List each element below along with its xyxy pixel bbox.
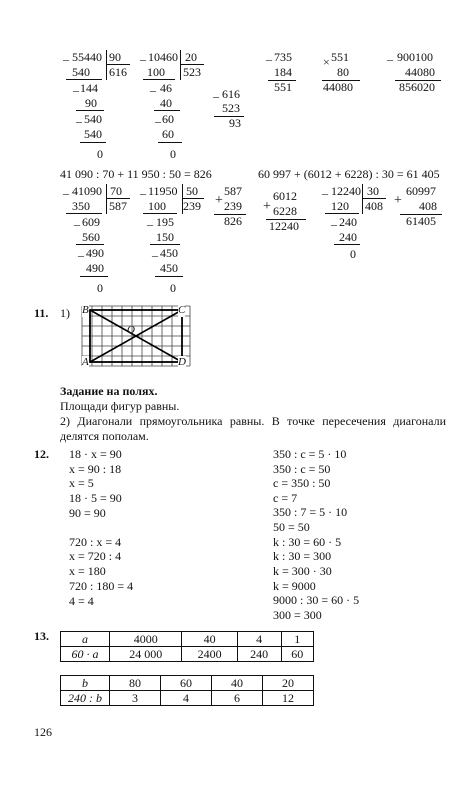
equation-line: 18 · x = 90 bbox=[69, 447, 122, 461]
minus-sign: _ bbox=[331, 213, 337, 227]
table-row bbox=[61, 691, 314, 706]
step-line bbox=[158, 142, 182, 143]
equation-line: k : 30 = 60 · 5 bbox=[273, 535, 342, 549]
minus-sign: _ bbox=[63, 48, 69, 62]
operand: 587 bbox=[224, 184, 242, 198]
table-cell: 6 bbox=[212, 691, 263, 706]
division-bar bbox=[106, 50, 107, 80]
step: 0 bbox=[170, 147, 176, 161]
table-cell: 4 bbox=[161, 691, 212, 706]
result: 856020 bbox=[399, 80, 435, 94]
divisor: 50 bbox=[186, 184, 198, 198]
equation-line: k = 9000 bbox=[273, 579, 316, 593]
equation-line: x = 720 : 4 bbox=[69, 549, 122, 563]
equation-line: x = 180 bbox=[69, 564, 106, 578]
dividend: 41090 bbox=[72, 184, 102, 198]
task-number-11: 11. bbox=[34, 306, 49, 320]
divisor: 30 bbox=[367, 184, 379, 198]
equation-line: 9000 : 30 = 60 · 5 bbox=[273, 593, 360, 607]
step-line bbox=[80, 142, 106, 143]
minus-sign: _ bbox=[387, 48, 393, 62]
equation-line: 50 = 50 bbox=[273, 520, 310, 534]
operand: 408 bbox=[419, 199, 437, 213]
step: 60 bbox=[162, 112, 174, 126]
table-cell: 60 bbox=[161, 676, 212, 691]
table-cell: 20 bbox=[263, 676, 314, 691]
page-number: 126 bbox=[34, 725, 52, 739]
task-number-13: 13. bbox=[34, 629, 49, 643]
minus-sign: _ bbox=[76, 110, 82, 124]
step: 40 bbox=[160, 96, 172, 110]
expression-1: 41 090 : 70 + 11 950 : 50 = 826 bbox=[60, 167, 212, 181]
division-line bbox=[106, 198, 130, 199]
division-bar bbox=[182, 184, 183, 214]
table-header-cell: 240 : b bbox=[61, 691, 110, 706]
step: 0 bbox=[97, 281, 103, 295]
divisor: 70 bbox=[110, 184, 122, 198]
operand: 551 bbox=[331, 50, 349, 64]
divisor: 90 bbox=[109, 50, 121, 64]
step: 150 bbox=[156, 230, 174, 244]
step: 0 bbox=[170, 281, 176, 295]
equation-line: 350 : c = 5 · 10 bbox=[273, 447, 347, 461]
operand: 523 bbox=[222, 101, 240, 115]
step-line bbox=[80, 276, 108, 277]
plus-sign: + bbox=[263, 199, 271, 214]
operand: 184 bbox=[274, 65, 292, 79]
step: 540 bbox=[72, 65, 90, 79]
table-header-cell: a bbox=[61, 632, 110, 647]
vertex-label-b: B bbox=[82, 304, 89, 316]
step: 0 bbox=[97, 147, 103, 161]
quotient: 239 bbox=[183, 199, 201, 213]
equation-line: 720 : 180 = 4 bbox=[69, 579, 134, 593]
division-line bbox=[362, 198, 386, 199]
rectangle-diagonals-figure bbox=[80, 304, 192, 368]
step: 540 bbox=[84, 127, 102, 141]
step: 60 bbox=[162, 127, 174, 141]
answer-2: 2) Диагонали прямоугольника равны. В точке пересечения диагонали делятся пополам. bbox=[60, 414, 446, 443]
equation-line: 350 : c = 50 bbox=[273, 462, 331, 476]
division-bar bbox=[362, 184, 363, 214]
equation-line: x = 5 bbox=[69, 476, 94, 490]
margin-task-answer: Площади фигур равны. bbox=[60, 399, 180, 413]
vertex-label-d: D bbox=[178, 356, 186, 368]
step: 490 bbox=[86, 246, 104, 260]
minus-sign: _ bbox=[63, 182, 69, 196]
table-cell: 80 bbox=[110, 676, 161, 691]
table-cell: 240 bbox=[237, 647, 281, 662]
step: 450 bbox=[160, 261, 178, 275]
operand: 6228 bbox=[273, 204, 297, 218]
table-cell: 4000 bbox=[110, 632, 182, 647]
dividend: 12240 bbox=[331, 184, 361, 198]
task-number-12: 12. bbox=[34, 447, 49, 461]
margin-task-title: Задание на полях. bbox=[60, 384, 158, 398]
step-line bbox=[155, 276, 183, 277]
equation-line: k : 30 = 300 bbox=[273, 549, 332, 563]
result: 826 bbox=[224, 214, 242, 228]
step-line bbox=[66, 213, 102, 214]
step: 100 bbox=[147, 65, 165, 79]
table-row bbox=[61, 676, 314, 691]
equation-line: 350 : 7 = 5 · 10 bbox=[273, 505, 348, 519]
equation-line: 300 = 300 bbox=[273, 608, 322, 622]
dividend: 55440 bbox=[72, 50, 102, 64]
table-60a bbox=[60, 631, 314, 662]
operand: 239 bbox=[224, 199, 242, 213]
result: 551 bbox=[274, 80, 292, 94]
minus-sign: _ bbox=[152, 244, 158, 258]
operand: 44080 bbox=[405, 65, 435, 79]
step: 90 bbox=[85, 96, 97, 110]
result: 93 bbox=[229, 116, 241, 130]
quotient: 523 bbox=[183, 65, 201, 79]
equation-line: 90 = 90 bbox=[69, 506, 106, 520]
quotient: 408 bbox=[365, 199, 383, 213]
step: 195 bbox=[156, 215, 174, 229]
division-bar bbox=[180, 50, 181, 80]
step: 240 bbox=[339, 230, 357, 244]
step: 46 bbox=[160, 81, 172, 95]
step: 490 bbox=[86, 261, 104, 275]
equation-line: k = 300 · 30 bbox=[273, 564, 332, 578]
step: 100 bbox=[148, 199, 166, 213]
quotient: 616 bbox=[109, 65, 127, 79]
table-cell: 4 bbox=[237, 632, 281, 647]
vertex-label-a: A bbox=[82, 356, 89, 368]
table-cell: 1 bbox=[281, 632, 313, 647]
division-bar bbox=[106, 184, 107, 214]
equation-line: 4 = 4 bbox=[69, 594, 94, 608]
step: 560 bbox=[82, 230, 100, 244]
table-cell: 40 bbox=[182, 632, 237, 647]
expression-2: 60 997 + (6012 + 6228) : 30 = 61 405 bbox=[258, 167, 440, 181]
step: 540 bbox=[84, 112, 102, 126]
step: 0 bbox=[350, 247, 356, 261]
step: 350 bbox=[72, 199, 90, 213]
result: 61405 bbox=[406, 214, 436, 228]
minus-sign: _ bbox=[140, 48, 146, 62]
step: 144 bbox=[80, 81, 98, 95]
minus-sign: _ bbox=[150, 79, 156, 93]
minus-sign: _ bbox=[140, 182, 146, 196]
table-cell: 24 000 bbox=[110, 647, 182, 662]
division-line bbox=[180, 64, 204, 65]
operand: 80 bbox=[337, 65, 349, 79]
plus-sign: + bbox=[394, 193, 402, 208]
table-240b bbox=[60, 675, 314, 706]
equation-line: c = 350 : 50 bbox=[273, 476, 331, 490]
step-line bbox=[143, 79, 175, 80]
step: 609 bbox=[82, 215, 100, 229]
minus-sign: _ bbox=[74, 213, 80, 227]
table-row bbox=[61, 647, 314, 662]
minus-sign: _ bbox=[155, 110, 161, 124]
step: 450 bbox=[160, 246, 178, 260]
dividend: 10460 bbox=[148, 50, 178, 64]
operand: 60997 bbox=[406, 184, 436, 198]
operand: 616 bbox=[222, 87, 240, 101]
result: 44080 bbox=[323, 80, 353, 94]
equation-line: 720 : x = 4 bbox=[69, 535, 122, 549]
minus-sign: _ bbox=[73, 79, 79, 93]
operand: 6012 bbox=[273, 189, 297, 203]
table-cell: 3 bbox=[110, 691, 161, 706]
vertex-label-c: C bbox=[178, 304, 186, 316]
step: 240 bbox=[339, 215, 357, 229]
table-header-cell: 60 · a bbox=[61, 647, 110, 662]
operand: 900100 bbox=[397, 50, 433, 64]
step-line bbox=[334, 244, 360, 245]
dividend: 11950 bbox=[148, 184, 178, 198]
equation-line: 18 · 5 = 90 bbox=[69, 491, 122, 505]
center-label-o: O bbox=[127, 324, 135, 336]
division-line bbox=[106, 64, 130, 65]
table-cell: 40 bbox=[212, 676, 263, 691]
table-cell: 60 bbox=[281, 647, 313, 662]
minus-sign: _ bbox=[213, 85, 219, 99]
step: 120 bbox=[331, 199, 349, 213]
table-row bbox=[61, 632, 314, 647]
equation-line: c = 7 bbox=[273, 491, 298, 505]
minus-sign: _ bbox=[78, 244, 84, 258]
division-line bbox=[182, 198, 204, 199]
operand: 735 bbox=[274, 50, 292, 64]
table-cell: 2400 bbox=[182, 647, 237, 662]
table-cell: 12 bbox=[263, 691, 314, 706]
quotient: 587 bbox=[109, 199, 127, 213]
result: 12240 bbox=[269, 219, 299, 233]
table-header-cell: b bbox=[61, 676, 110, 691]
plus-sign: + bbox=[215, 193, 223, 208]
minus-sign: _ bbox=[147, 213, 153, 227]
minus-sign: _ bbox=[322, 182, 328, 196]
subtask-label: 1) bbox=[60, 306, 70, 320]
minus-sign: _ bbox=[266, 48, 272, 62]
times-sign: × bbox=[323, 55, 330, 69]
step-line bbox=[66, 79, 102, 80]
equation-line: x = 90 : 18 bbox=[69, 462, 122, 476]
divisor: 20 bbox=[185, 50, 197, 64]
